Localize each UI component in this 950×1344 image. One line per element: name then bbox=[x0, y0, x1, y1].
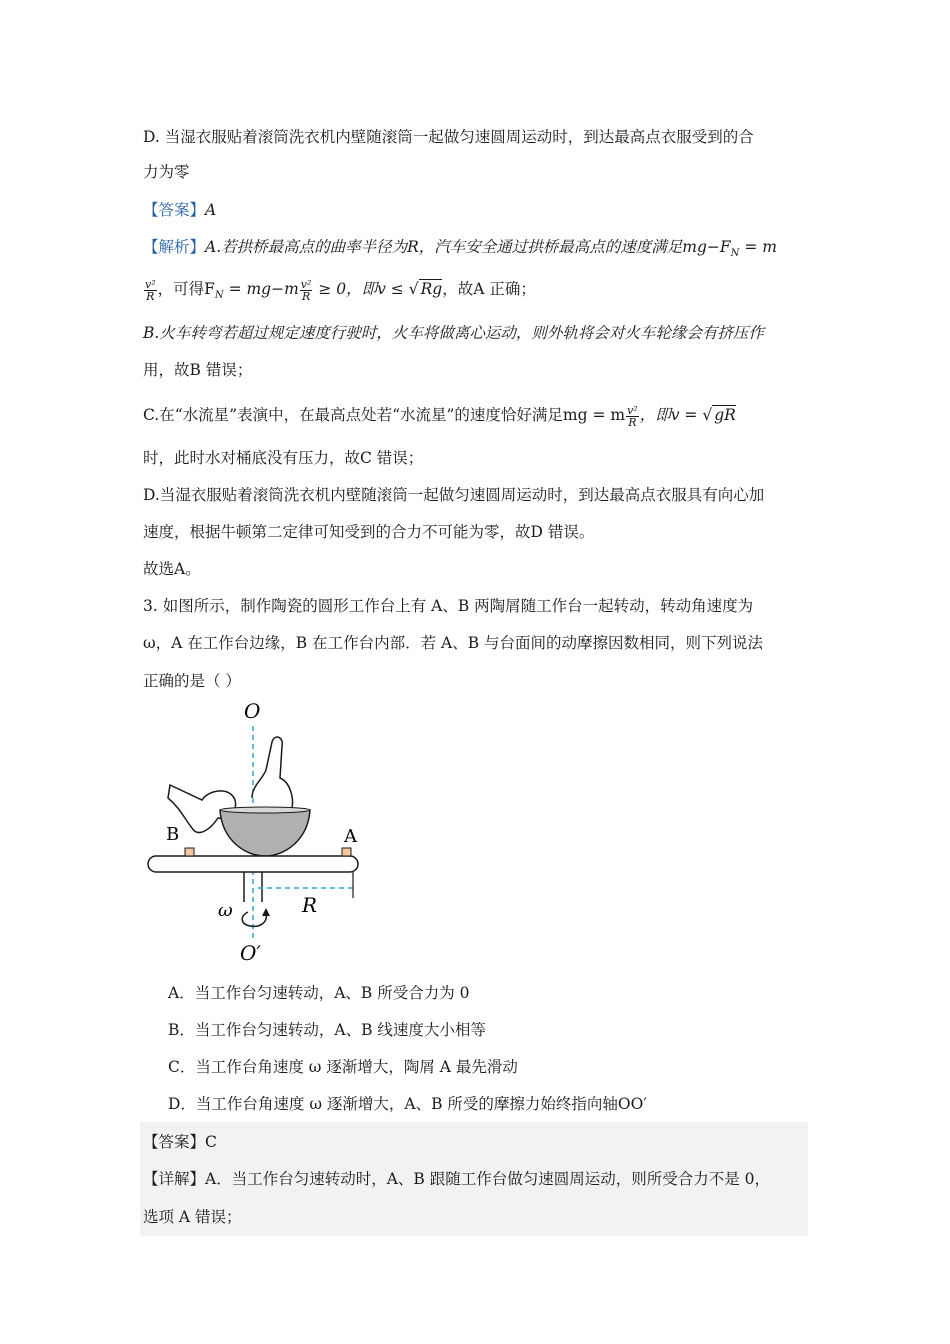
analysis-label: 【解析】 bbox=[143, 238, 206, 256]
rotation-arrowhead-icon bbox=[262, 908, 270, 916]
label-O-prime: O′ bbox=[240, 941, 261, 965]
q3-option-c: C．当工作台角速度 ω 逐渐增大，陶屑 A 最先滑动 bbox=[168, 1058, 518, 1076]
analysis-b-line1: B.火车转弯若超过规定速度行驶时，火车将做离心运动，则外轨将会对火车轮缘会有挤压作 bbox=[143, 324, 764, 342]
q3-option-b: B．当工作台匀速转动，A、B 线速度大小相等 bbox=[168, 1021, 486, 1039]
q3-option-d: D．当工作台角速度 ω 逐渐增大，A、B 所受的摩擦力始终指向轴OO′ bbox=[168, 1095, 647, 1113]
q3-stem-line2: ω，A 在工作台边缘，B 在工作台内部．若 A、B 与台面间的动摩擦因数相同，则下列说法 bbox=[143, 634, 764, 652]
analysis-c-mid: ，即v = bbox=[639, 406, 703, 424]
analysis-c-line1: C.在“水流星”表演中，在最高点处若“水流星”的速度恰好满足mg = m $\frac{\text{v²}}{R}$ ，即v = √ gR bbox=[143, 403, 736, 429]
q3-detail-text: A．当工作台匀速转动时，A、B 跟随工作台做匀速圆周运动，则所受合力不是 0， bbox=[205, 1170, 771, 1188]
analysis-b-line2: 用，故B 错误； bbox=[143, 361, 253, 379]
q3-detail-label: 【详解】 bbox=[143, 1170, 206, 1188]
analysis-a-end1: = m bbox=[739, 238, 777, 256]
rotation-arrow-icon bbox=[242, 912, 266, 926]
q3-answer-label: 【答案】 bbox=[143, 1133, 206, 1151]
answer-label: 【答案】 bbox=[143, 201, 206, 219]
answer-line bbox=[143, 199, 216, 221]
chip-A bbox=[342, 848, 351, 856]
label-R: R bbox=[302, 893, 318, 917]
analysis-a-line2: $\frac{\text{v²}}{R}$ ，可得$F_N = mg-m$ $\frac{\text{v²}}{R}$ ≥ 0，即v ≤ √ Rg，故A 正确； bbox=[145, 277, 536, 303]
v2-over-r-fraction-2: $\frac{\text{v²}}{R}$ bbox=[300, 277, 312, 303]
right-hand-icon bbox=[252, 737, 293, 808]
sqrt-gr: gR bbox=[714, 406, 736, 424]
analysis-a-line1 bbox=[143, 236, 777, 265]
analysis-a-eq2: = mg−m bbox=[223, 280, 299, 298]
bowl-icon bbox=[220, 810, 310, 856]
turntable bbox=[148, 856, 358, 872]
analysis-a-text1: A.若拱桥最高点的曲率半径为R，汽车安全通过拱桥最高点的速度满足mg−F bbox=[205, 238, 731, 256]
q3-stem-line3: 正确的是（ ） bbox=[143, 672, 241, 690]
v2-over-r-fraction: $\frac{\text{v²}}{R}$ bbox=[145, 277, 156, 303]
v2-over-r-fraction-3: $\frac{\text{v²}}{R}$ bbox=[627, 403, 638, 429]
q3-answer-value: C bbox=[205, 1133, 217, 1151]
analysis-a-sub2: N bbox=[214, 290, 224, 302]
analysis-a-end2: ，故A 正确； bbox=[442, 280, 536, 298]
label-A: A bbox=[344, 826, 357, 847]
q3-detail-line1 bbox=[143, 1168, 770, 1190]
q3-stem-line1: 3. 如图所示，制作陶瓷的圆形工作台上有 A、B 两陶屑随工作台一起转动，转动角速度为 bbox=[143, 597, 754, 615]
conclusion: 故选A。 bbox=[143, 560, 201, 578]
chip-B bbox=[185, 848, 194, 856]
label-O: O bbox=[244, 699, 261, 723]
q3-option-a: A．当工作台匀速转动，A、B 所受合力为 0 bbox=[168, 984, 470, 1002]
analysis-a-text2: ，可得F bbox=[157, 280, 215, 298]
analysis-c-text1: C.在“水流星”表演中，在最高点处若“水流星”的速度恰好满足mg = m bbox=[143, 406, 626, 424]
option-d-line2: 力为零 bbox=[143, 163, 190, 181]
label-omega: ω bbox=[218, 900, 233, 921]
analysis-a-ge: ≥ 0，即v ≤ bbox=[313, 280, 409, 298]
analysis-d-line2: 速度，根据牛顿第二定律可知受到的合力不可能为零，故D 错误。 bbox=[143, 523, 595, 541]
q3-detail-line2: 选项 A 错误； bbox=[143, 1208, 242, 1226]
answer-value: A bbox=[205, 201, 217, 219]
analysis-c-line2: 时，此时水对桶底没有压力，故C 错误； bbox=[143, 449, 424, 467]
bowl-rim bbox=[220, 807, 310, 813]
label-B: B bbox=[166, 824, 180, 845]
analysis-d-line1: D.当湿衣服贴着滚筒洗衣机内壁随滚筒一起做匀速圆周运动时，到达最高点衣服具有向心加 bbox=[143, 486, 765, 504]
option-d-line1: D. 当湿衣服贴着滚筒洗衣机内壁随滚筒一起做匀速圆周运动时，到达最高点衣服受到的合 bbox=[143, 128, 754, 146]
sqrt-rg: Rg bbox=[420, 280, 443, 298]
analysis-a-sub1: N bbox=[730, 248, 740, 260]
q3-answer-line bbox=[143, 1131, 217, 1153]
pottery-wheel-figure bbox=[140, 690, 380, 970]
